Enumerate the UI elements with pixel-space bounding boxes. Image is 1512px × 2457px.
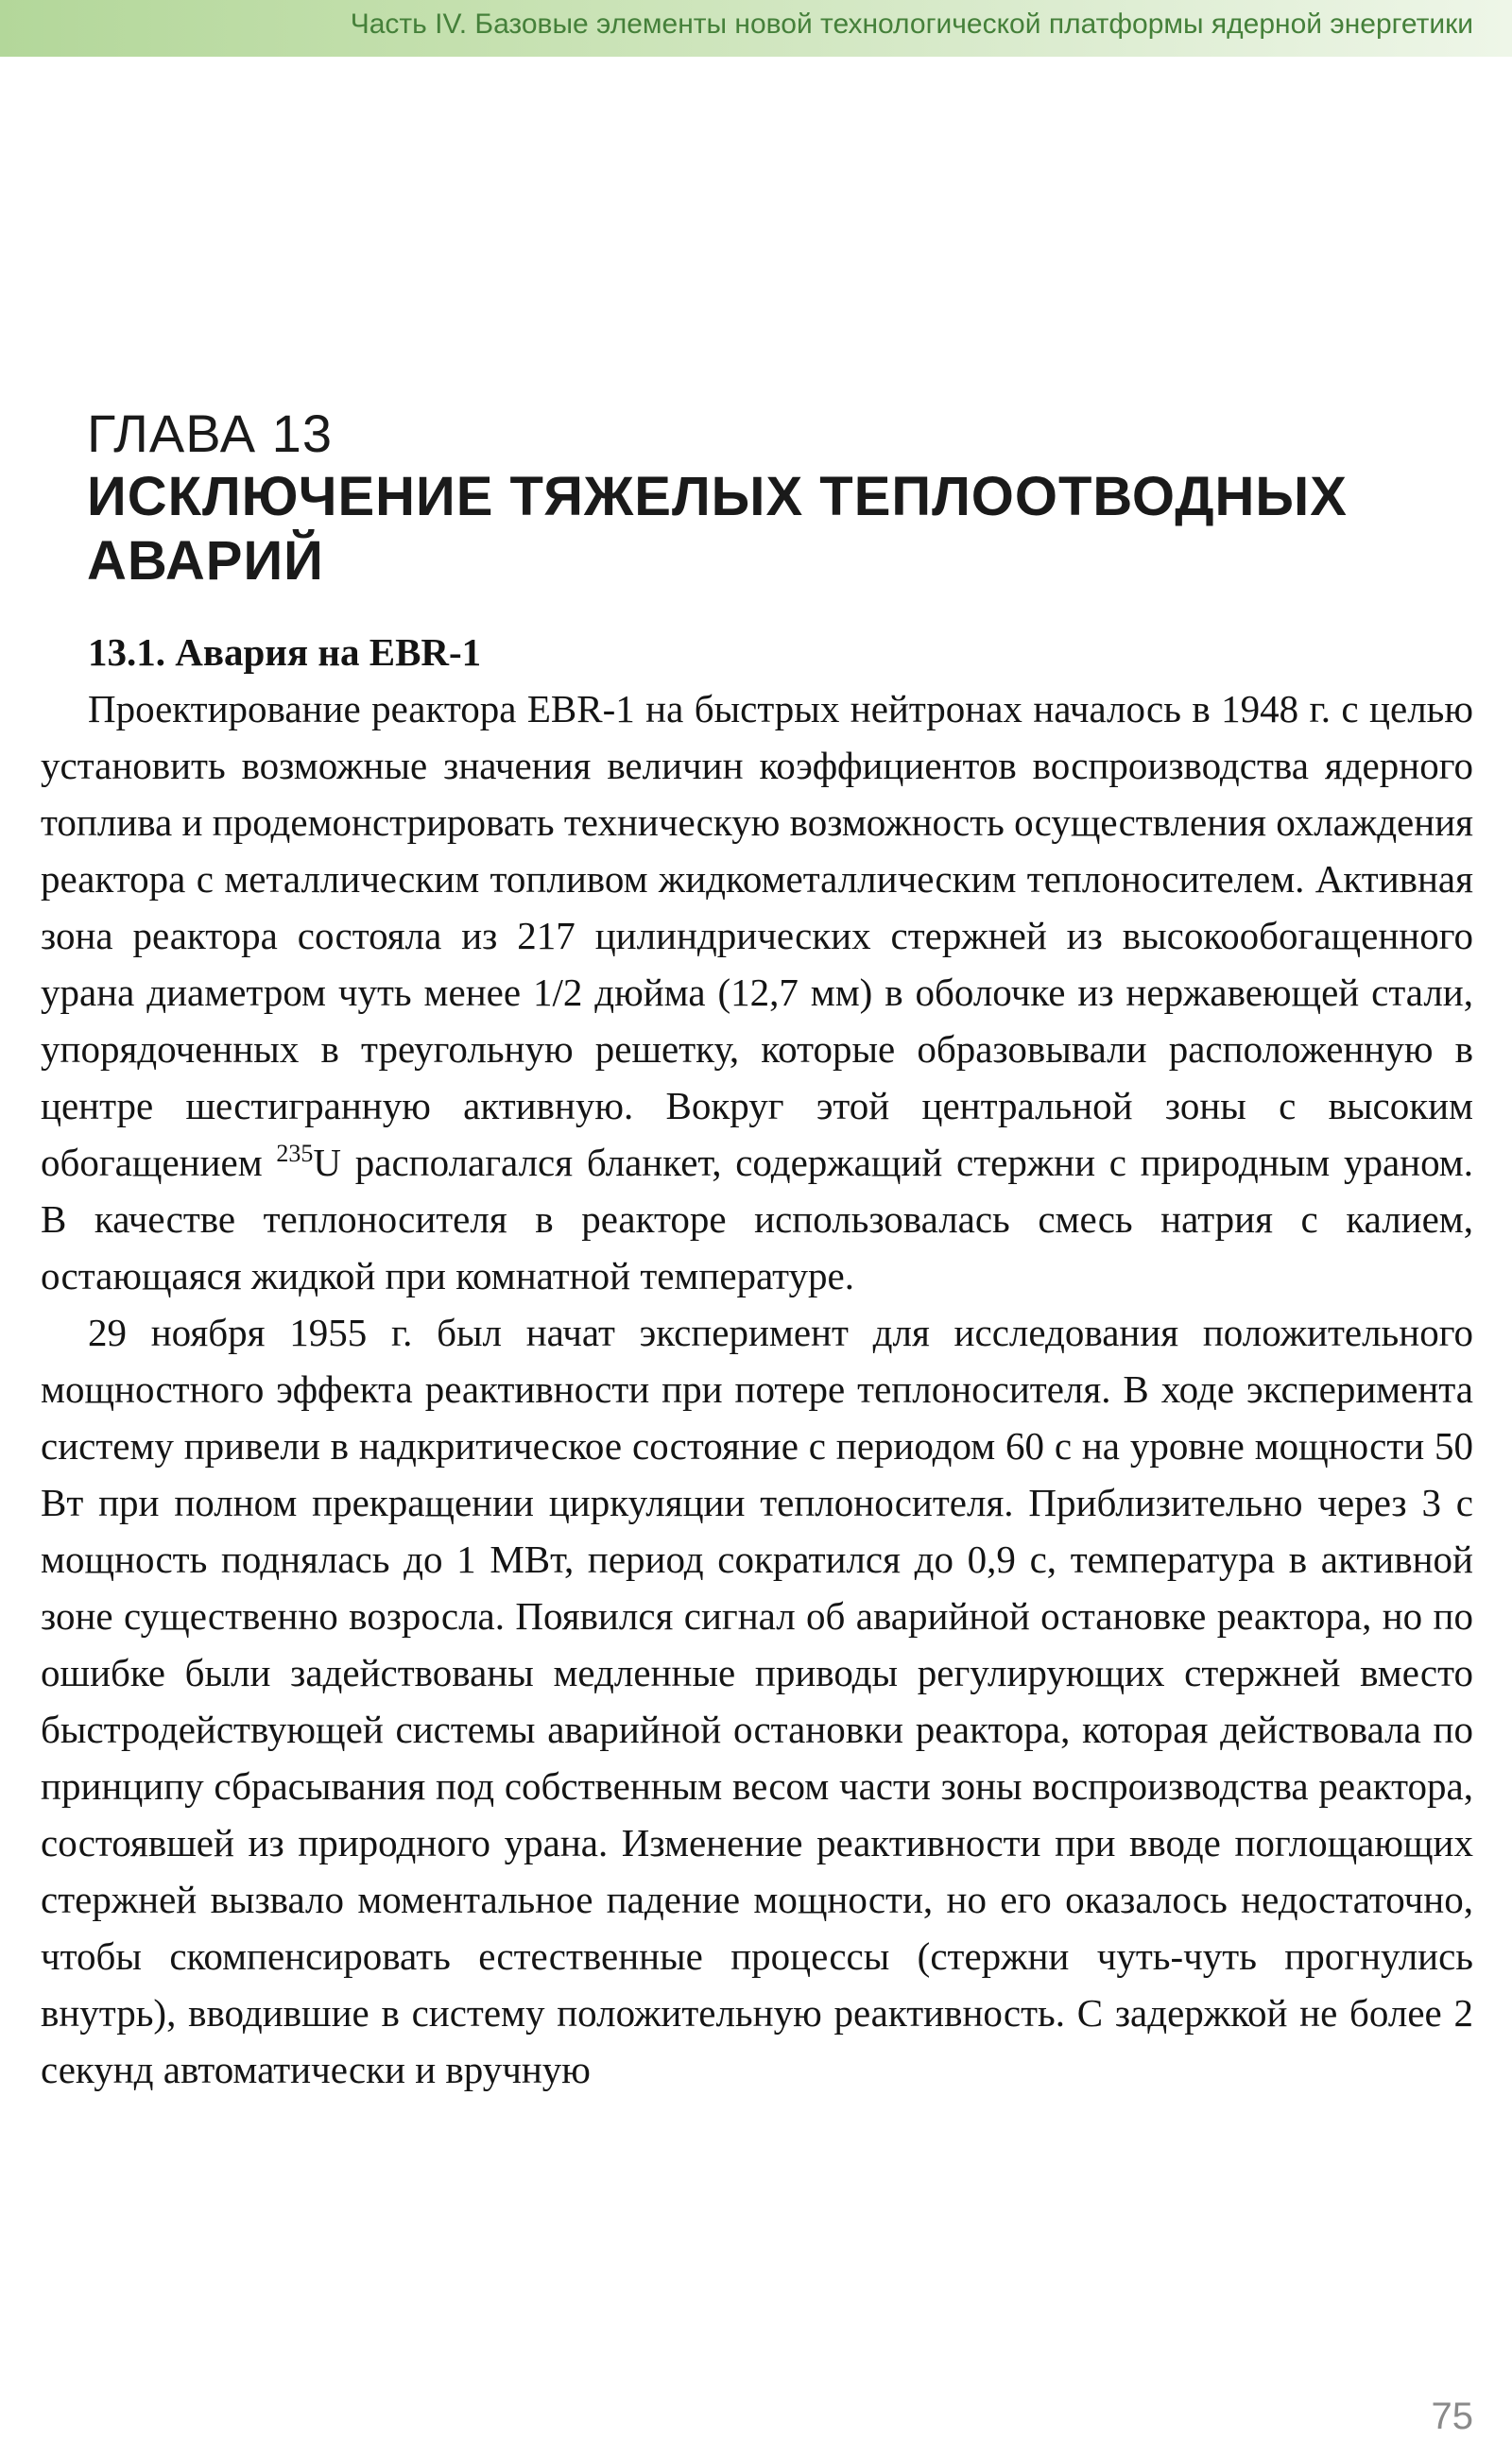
- paragraph-1: [41, 680, 1473, 1304]
- section-heading: 13.1. Авария на EBR-1: [88, 630, 482, 674]
- page-number: 75: [1431, 2396, 1473, 2437]
- chapter-heading: [87, 403, 1467, 593]
- paragraph-1-text-b: U располагался бланкет, содержащий стержни с природным ураном. В качестве теплоносителя в реакторе использовалась смесь натрия с калием, остающаяся жидкой при комнатной температуре.: [41, 1141, 1474, 1297]
- paragraph-2: 29 ноября 1955 г. был начат эксперимент для исследования положительного мощностного эффекта реактивности при потере теплоносителя. В ходе эксперимента систему привели в надкритическое состояние с периодом 60 с на уровне мощности 50 Вт при полном прекращении циркуляции теплоносителя. Приблизительно через 3 с мощность поднялась до 1 МВт, период сократился до 0,9 с, температура в активной зоне существенно возросла. Появился сигнал об аварийной остановке реактора, но по ошибке были задействованы медленные приводы регулирующих стержней вместо быстродействующей системы аварийной остановки реактора, которая действовала по принципу сбрасывания под собственным весом части зоны воспроизводства реактора, состоявшей из природного урана. Изменение реактивности при вводе поглощающих стержней вызвало моментальное падение мощности, но его оказалось недостаточно, чтобы скомпенсировать естественные процессы (стержни чуть-чуть прогнулись внутрь), вводившие в систему положительную реактивность. С задержкой не более 2 секунд автоматически и вручную: [41, 1311, 1473, 2091]
- paragraph-1-text-a: Проектирование реактора EBR-1 на быстрых нейтронах началось в 1948 г. с целью установить возможные значения величин коэффициентов воспроизводства ядерного топлива и продемонстрировать техническую возможность осуществления охлаждения реактора с металлическим топливом жидкометаллическим теплоносителем. Активная зона реактора состояла из 217 цилиндрических стержней из высокообогащенного урана диаметром чуть менее 1/2 дюйма (12,7 мм) в оболочке из нержавеющей стали, упорядоченных в треугольную решетку, которые образовывали расположенную в центре шестигранную активную. Вокруг этой центральной зоны с высоким обогащением: [41, 687, 1473, 1184]
- main-content: [41, 624, 1473, 2098]
- chapter-title: ИСКЛЮЧЕНИЕ ТЯЖЕЛЫХ ТЕПЛООТВОДНЫХ АВАРИЙ: [87, 466, 1348, 592]
- isotope-superscript: 235: [276, 1140, 314, 1167]
- chapter-label: ГЛАВА 13: [87, 404, 333, 463]
- running-header: Часть IV. Базовые элементы новой технологической платформы ядерной энергетики: [350, 9, 1473, 40]
